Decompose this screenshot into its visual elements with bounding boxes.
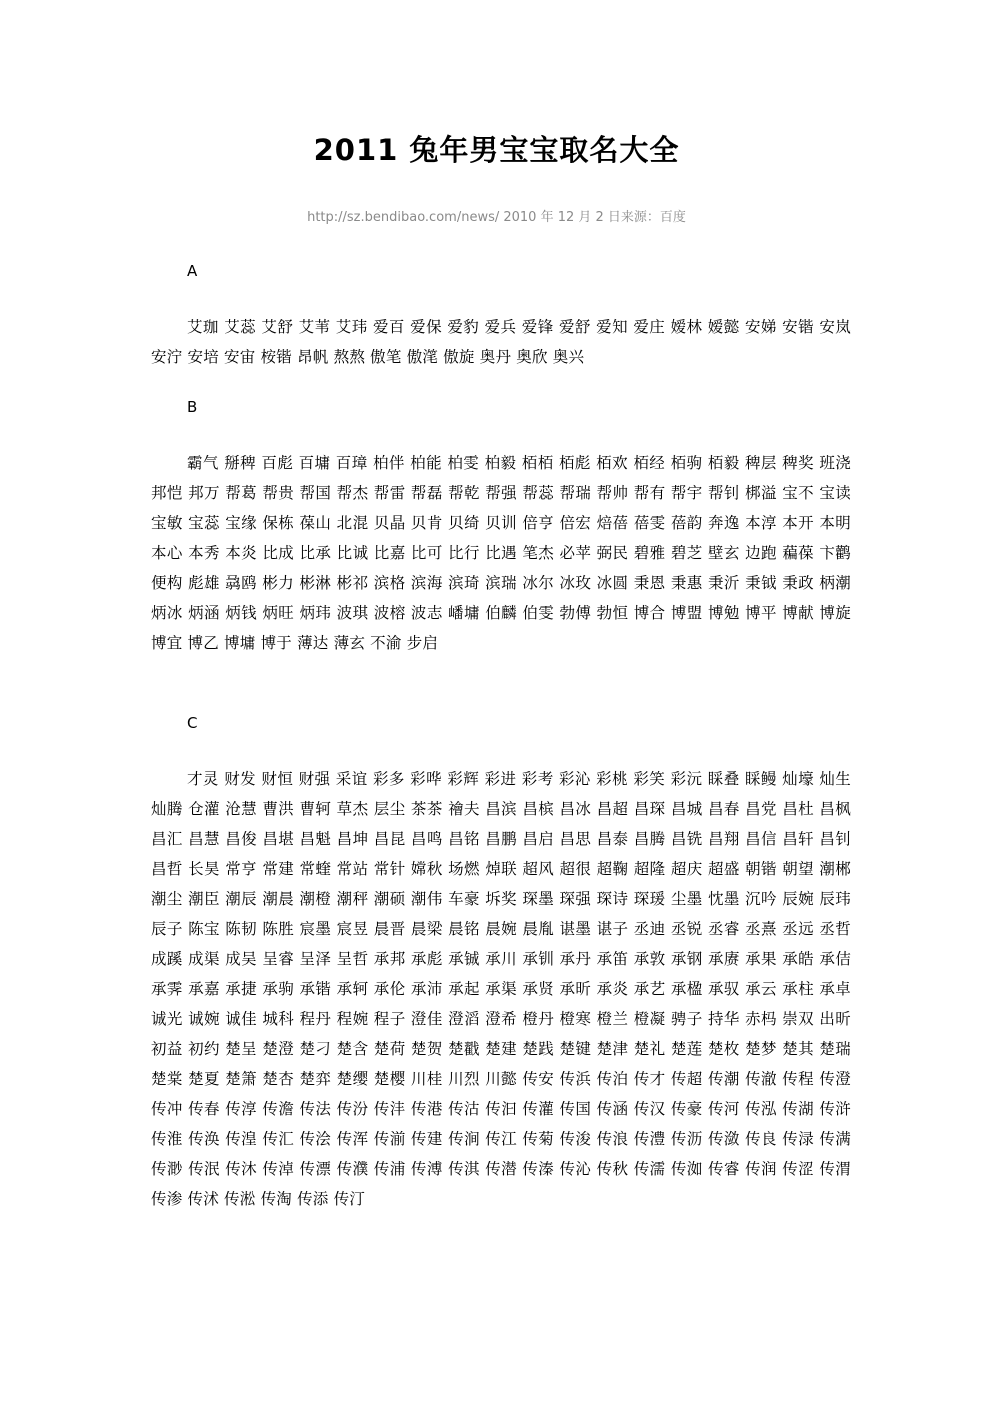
section-b xyxy=(151,398,851,658)
section-letter: A xyxy=(187,262,198,280)
name-list: 才灵 财发 财恒 财强 采谊 彩多 彩哗 彩辉 彩进 彩考 彩沁 彩桃 彩笑 彩沅 睬叠 睬鳗 灿壕 灿生 灿腾 仓灌 沧慧 曹洪 曹轲 草杰 层尘 茶茶 禬夫 昌滨 昌槟 昌冰 昌超 昌琛 昌城 昌春 昌党 昌杜 昌枫 昌汇 昌慧 昌俊 昌堪 昌魁 昌坤 昌昆 昌鸣 昌铭 昌鹏 昌启 昌思 昌泰 昌腾 昌铣 昌翔 昌信 昌轩 昌钊 昌哲 长昊 常亨 常建 常蝰 常站 常针 嫦秋 场燃 焯联 超风 超很 超鞠 超隆 超庆 超盛 朝锴 朝望 潮郴 潮尘 潮臣 潮辰 潮晨 潮橙 潮秤 潮硕 潮伟 车豪 坼奖 琛墨 琛强 琛诗 琛瑗 尘墨 忱墨 沉吟 辰婉 辰玮 辰子 陈宝 陈韧 陈胜 宸墨 宸昱 晨晋 晨梁 晨铭 晨婉 晨胤 谌墨 谌子 丞迪 丞锐 丞睿 丞熹 丞远 丞哲 成蹊 成渠 成吴 呈睿 呈泽 呈哲 承邦 承彪 承铖 承川 承钏 承丹 承笛 承敦 承钢 承赓 承果 承皓 承佶 承霁 承嘉 承捷 承驹 承锴 承轲 承伦 承沛 承起 承渠 承贤 承昕 承炎 承艺 承楹 承驭 承云 承柱 承卓 诚光 诚婉 诚佳 城科 程丹 程婉 程子 澄佳 澄滔 澄希 橙丹 橙寒 橙兰 橙凝 骋子 持华 赤杩 崇双 出昕 初益 初约 楚呈 楚澄 楚刁 楚含 楚荷 楚贺 楚戳 楚建 楚践 楚键 楚津 楚礼 楚莲 楚枚 楚梦 楚其 楚瑞 楚棠 楚夏 楚箫 楚杏 楚弈 楚缨 楚樱 川桂 川烈 川懿 传安 传浜 传泊 传才 传超 传潮 传澈 传程 传澄 传冲 传春 传淳 传澹 传法 传汾 传沣 传港 传沽 传汩 传灌 传国 传涵 传汉 传豪 传河 传泓 传湖 传浒 传淮 传涣 传湟 传汇 传浍 传浑 传湔 传建 传涧 传江 传菊 传浚 传浪 传澧 传沥 传潋 传良 传渌 传满 传渺 传泯 传沐 传淖 传漂 传濮 传浦 传溥 传淇 传潜 传溱 传沁 传秋 传濡 传洳 传睿 传润 传涩 传渭 传渗 传沭 传淞 传淘 传添 传汀 xyxy=(151,770,851,1208)
source-line: http://sz.bendibao.com/news/ 2010 年 12 月 2 日来源：百度 xyxy=(307,210,686,225)
name-list: 艾珈 艾蕊 艾舒 艾苇 艾玮 爱百 爱保 爱豹 爱兵 爱锋 爱舒 爱知 爱庄 嫒林 嫒懿 安娣 安锴 安岚 安泞 安培 安宙 桉锴 昂帆 熬熬 傲笔 傲滗 傲旋 奥丹 奥欣 奥兴 xyxy=(151,318,851,366)
section-letter: C xyxy=(187,714,198,732)
section-c xyxy=(151,714,851,1214)
name-list: 霸气 掰稗 百彪 百墉 百璋 柏伴 柏能 柏雯 柏毅 栢栢 栢彪 栢欢 栢经 栢驹 栢毅 稗层 稗奖 班浇 邦恺 邦万 帮葛 帮贵 帮国 帮杰 帮雷 帮磊 帮乾 帮强 帮蕊 帮瑞 帮帅 帮有 帮宇 帮钊 梆溢 宝不 宝读 宝敏 宝蕊 宝缘 保栋 葆山 北混 贝晶 贝肯 贝绮 贝训 倍亨 倍宏 焙蓓 蓓雯 蓓韵 奔逸 本淳 本开 本明 本心 本秀 本炎 比成 比承 比诚 比嘉 比可 比行 比遇 笔杰 必苹 弼民 碧雅 碧芝 壁玄 边跑 藊葆 卞鹳 便构 彪雄 骉鸥 彬力 彬淋 彬祁 滨格 滨海 滨琦 滨瑞 冰尔 冰玫 冰圆 秉恩 秉惠 秉沂 秉钺 秉政 柄潮 炳冰 炳涵 炳钱 炳旺 炳玮 波琪 波榕 波志 嶓墉 伯麟 伯雯 勃傅 勃恒 博合 博盟 博勉 博平 博献 博旋 博宜 博乙 博墉 博于 薄达 薄玄 不渝 步启 xyxy=(151,454,851,652)
document-title: 2011 兔年男宝宝取名大全 xyxy=(313,133,680,167)
section-a xyxy=(151,262,851,372)
section-letter: B xyxy=(187,398,198,416)
